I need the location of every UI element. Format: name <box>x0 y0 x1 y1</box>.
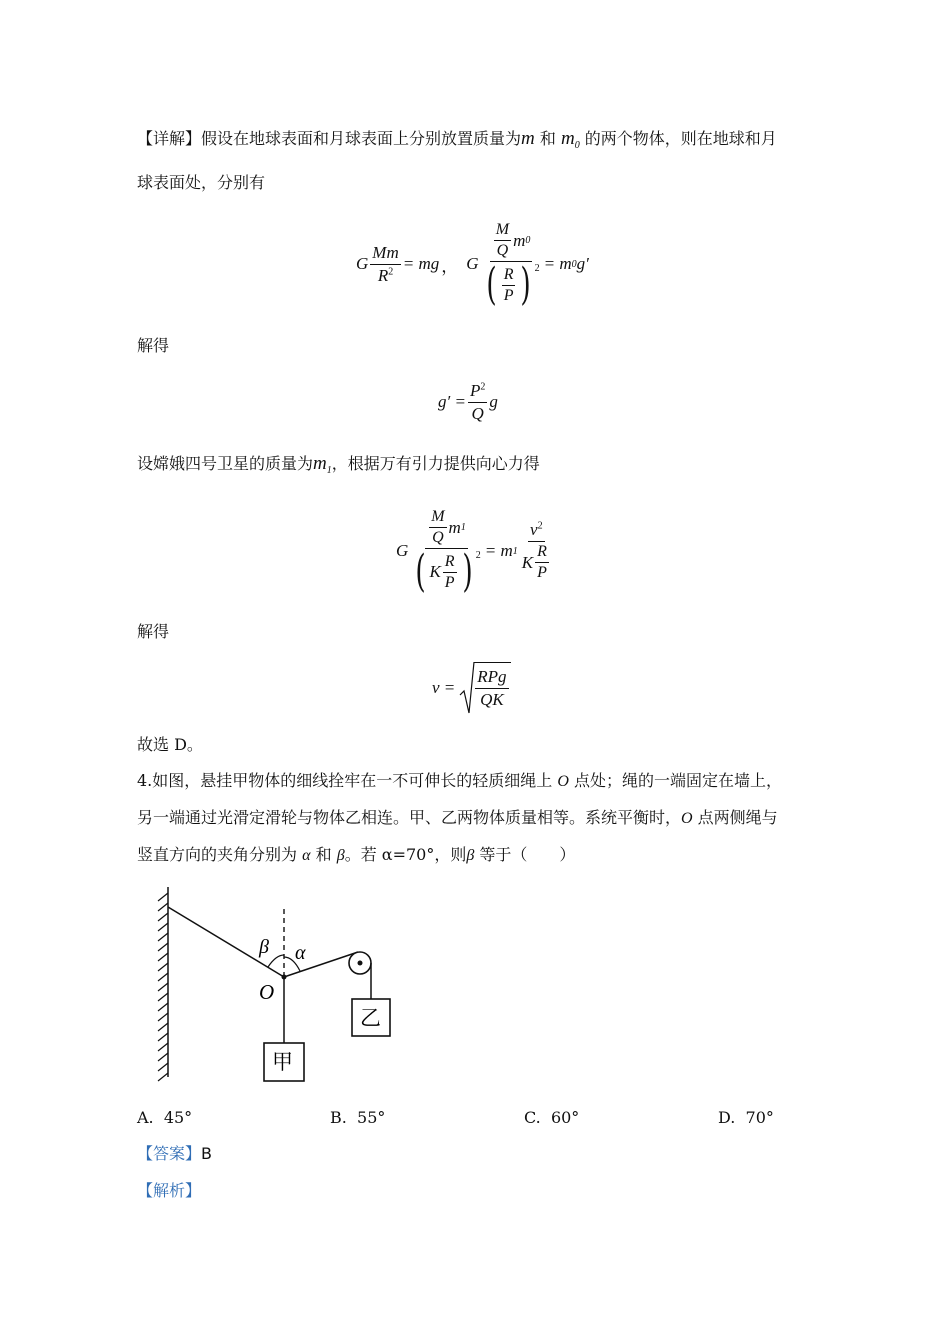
option-d[interactable]: D. 70° <box>718 1108 774 1127</box>
fraction-moon-gravity: $\frac{M}{Q}$ m 0 ( $\frac{R}{P}$ ) $^2$ <box>485 221 540 310</box>
detail-label: 【详解】 <box>137 129 202 148</box>
physics-diagram <box>150 885 410 1090</box>
sqrt-sign <box>459 661 475 715</box>
question-4-line-3: 竖直方向的夹角分别为 α 和 β。若 α=70°，则β 等于（ ） <box>137 845 576 864</box>
solve-label-1: 解得 <box>137 336 170 355</box>
fraction-mm-r2: $\frac{Mm}{R^2}$ <box>372 242 399 285</box>
equation-3: G $\frac{M}{Q}$ m 1 ( K $\frac{R}{P}$ ) $^2$ = m 1 $v^2$ K $\frac{R}{P}$ <box>396 508 547 597</box>
answer-label: 【答案】 <box>137 1144 202 1163</box>
label-yi: 乙 <box>360 1006 381 1030</box>
equation-1: G $\frac{Mm}{R^2}$ = mg ， G $\frac{M}{Q}$ m 0 ( $\frac{R}{P}$ ) $^2$ = m 0 g′ <box>356 221 589 310</box>
label-alpha: α <box>295 942 306 964</box>
solve-label-2: 解得 <box>137 622 170 641</box>
label-jia: 甲 <box>272 1050 293 1074</box>
question-number: 4. <box>137 771 153 790</box>
option-c[interactable]: C. 60° <box>524 1108 580 1127</box>
beta-arc <box>268 955 284 967</box>
detail-line-2: 球表面处，分别有 <box>137 173 266 192</box>
question-4-line-1: 4.如图，悬挂甲物体的细线拴牢在一不可伸长的轻质细绳上 O 点处；绳的一端固定在墙上， <box>137 771 783 790</box>
answer-line <box>137 1143 212 1165</box>
label-o: O <box>259 980 275 1004</box>
equation-2: g′ = $\frac{P^2}{Q}$ g <box>438 380 498 423</box>
equation-4: v = $\frac{\text{RPg}}{QK}$ <box>432 660 511 716</box>
analysis-label: 【解析】 <box>137 1181 202 1200</box>
wall-hatching <box>158 893 168 1081</box>
option-b[interactable]: B. 55° <box>330 1108 386 1127</box>
answer-value: B <box>201 1144 212 1163</box>
pulley-axle <box>358 961 363 966</box>
option-a[interactable]: A. 45° <box>137 1108 193 1127</box>
question-4-line-2: 另一端通过光滑定滑轮与物体乙相连。甲、乙两物体质量相等。系统平衡时，O 点两侧绳与 <box>137 808 778 827</box>
conclusion: 故选 D。 <box>137 735 203 754</box>
detail-line-1: 【详解】假设在地球表面和月球表面上分别放置质量为m 和 $m_0$ 的两个物体，则在地球和月 <box>137 128 777 152</box>
satellite-line: 设嫦娥四号卫星的质量为$m_1$，根据万有引力提供向心力得 <box>137 453 540 477</box>
label-beta: β <box>259 936 269 958</box>
